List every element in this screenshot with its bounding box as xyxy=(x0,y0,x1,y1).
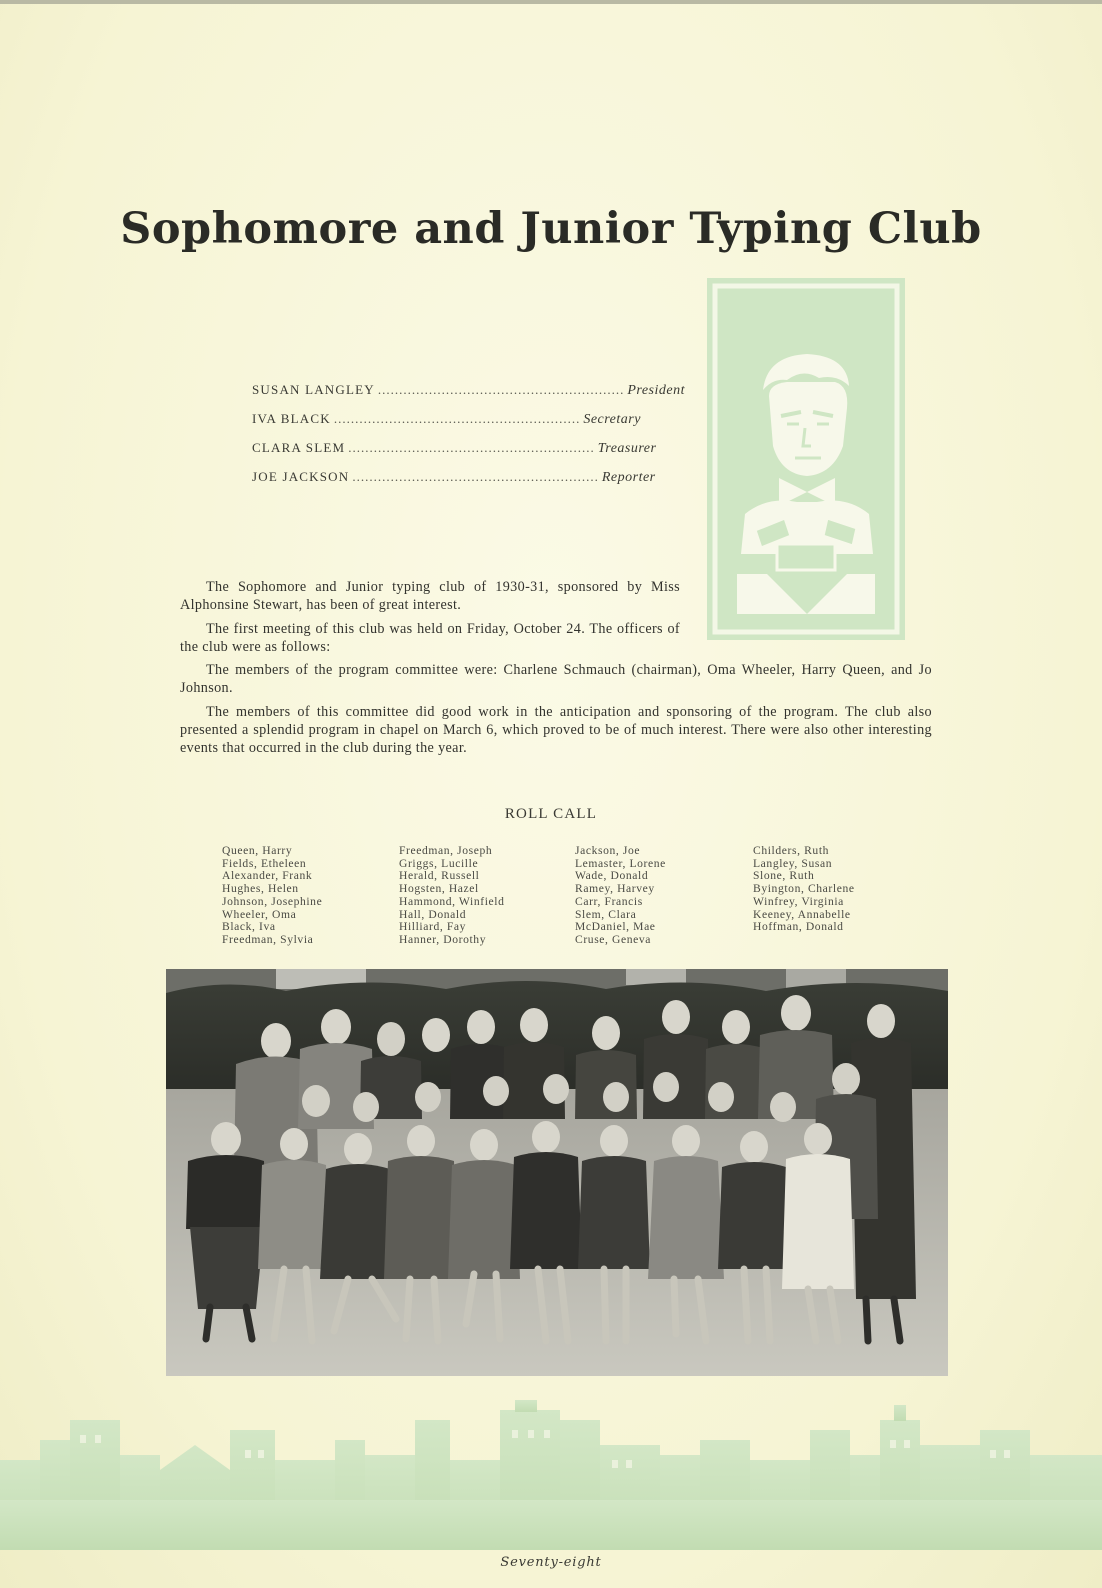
program-paragraph: The members of this committee did good work in the anticipation and sponsoring of the program. The club also presented a splendid program in chapel on March 6, which proved to be of much interest. There were also other interesting events that occurred in the club during the year. xyxy=(180,704,932,756)
member-name: Freedman, Sylvia xyxy=(222,932,314,946)
officer-role: Treasurer xyxy=(597,441,657,456)
leader-dots: .......................................................... xyxy=(348,440,595,455)
officer-role: Secretary xyxy=(583,412,641,427)
group-photo-image xyxy=(166,969,948,1376)
leader-dots: .......................................................... xyxy=(377,382,625,397)
leader-dots: .......................................................... xyxy=(333,411,581,426)
member-name: Slem, Clara xyxy=(575,907,637,921)
member-name: Alexander, Frank xyxy=(222,869,313,883)
member-name: Hilliard, Fay xyxy=(399,920,467,934)
roll-call-column xyxy=(222,845,322,947)
top-border xyxy=(0,0,1102,4)
roll-call-column xyxy=(753,845,855,934)
member-name: Hogsten, Hazel xyxy=(399,882,479,896)
group-photo xyxy=(166,969,948,1376)
member-name: Freedman, Joseph xyxy=(399,844,493,857)
member-name: Fields, Etheleen xyxy=(222,856,307,870)
member-name: Wheeler, Oma xyxy=(222,907,297,921)
officer-name: SUSAN LANGLEY xyxy=(252,382,375,397)
member-name: Byington, Charlene xyxy=(753,882,855,896)
typist-illustration xyxy=(707,278,905,640)
officer-row xyxy=(252,411,641,440)
member-name: Slone, Ruth xyxy=(753,869,815,883)
meeting-paragraph: The first meeting of this club was held on Friday, October 24. The officers of the club were as follows: xyxy=(180,621,680,655)
member-name: Black, Iva xyxy=(222,920,276,934)
member-name: Hoffman, Donald xyxy=(753,920,844,934)
officer-name: IVA BLACK xyxy=(252,411,331,426)
member-name: Hughes, Helen xyxy=(222,882,299,896)
officer-row xyxy=(252,382,685,411)
officer-name: JOE JACKSON xyxy=(252,469,350,484)
officer-row xyxy=(252,469,656,498)
member-name: Hall, Donald xyxy=(399,907,467,921)
member-name: Ramey, Harvey xyxy=(575,882,655,896)
intro-paragraph: The Sophomore and Junior typing club of 1930-31, sponsored by Miss Alphonsine Stewart, has been of great interest. xyxy=(180,579,680,613)
member-name: Queen, Harry xyxy=(222,844,293,857)
member-name: Childers, Ruth xyxy=(753,844,830,857)
member-name: Carr, Francis xyxy=(575,894,643,908)
member-name: Griggs, Lucille xyxy=(399,856,479,870)
member-name: Wade, Donald xyxy=(575,869,649,883)
officers-list xyxy=(252,382,685,498)
committee-paragraph: The members of the program committee were: Charlene Schmauch (chairman), Oma Wheeler, Harry Queen, and Jo Johnson. xyxy=(180,662,932,696)
member-name: Keeney, Annabelle xyxy=(753,907,851,921)
member-name: Hanner, Dorothy xyxy=(399,932,487,946)
page-title: Sophomore and Junior Typing Club xyxy=(120,204,982,254)
member-name: Hammond, Winfield xyxy=(399,894,505,908)
officer-name: CLARA SLEM xyxy=(252,440,346,455)
officer-row xyxy=(252,440,657,469)
roll-call-heading: ROLL CALL xyxy=(504,806,598,822)
typist-illustration-drawing xyxy=(707,278,905,640)
member-name: Langley, Susan xyxy=(753,856,833,870)
officer-role: Reporter xyxy=(601,470,656,485)
leader-dots: .......................................................... xyxy=(352,469,599,484)
member-name: McDaniel, Mae xyxy=(575,920,656,934)
member-name: Jackson, Joe xyxy=(575,844,641,857)
officer-role: President xyxy=(627,383,685,398)
member-name: Winfrey, Virginia xyxy=(753,894,844,908)
member-name: Johnson, Josephine xyxy=(222,894,323,908)
member-name: Cruse, Geneva xyxy=(575,932,652,946)
page-number-footer: Seventy-eight xyxy=(500,1555,602,1570)
city-skyline-decoration xyxy=(0,1400,1102,1550)
member-name: Lemaster, Lorene xyxy=(575,856,666,870)
roll-call-column xyxy=(575,845,666,947)
roll-call-column xyxy=(399,845,504,947)
member-name: Herald, Russell xyxy=(399,869,480,883)
